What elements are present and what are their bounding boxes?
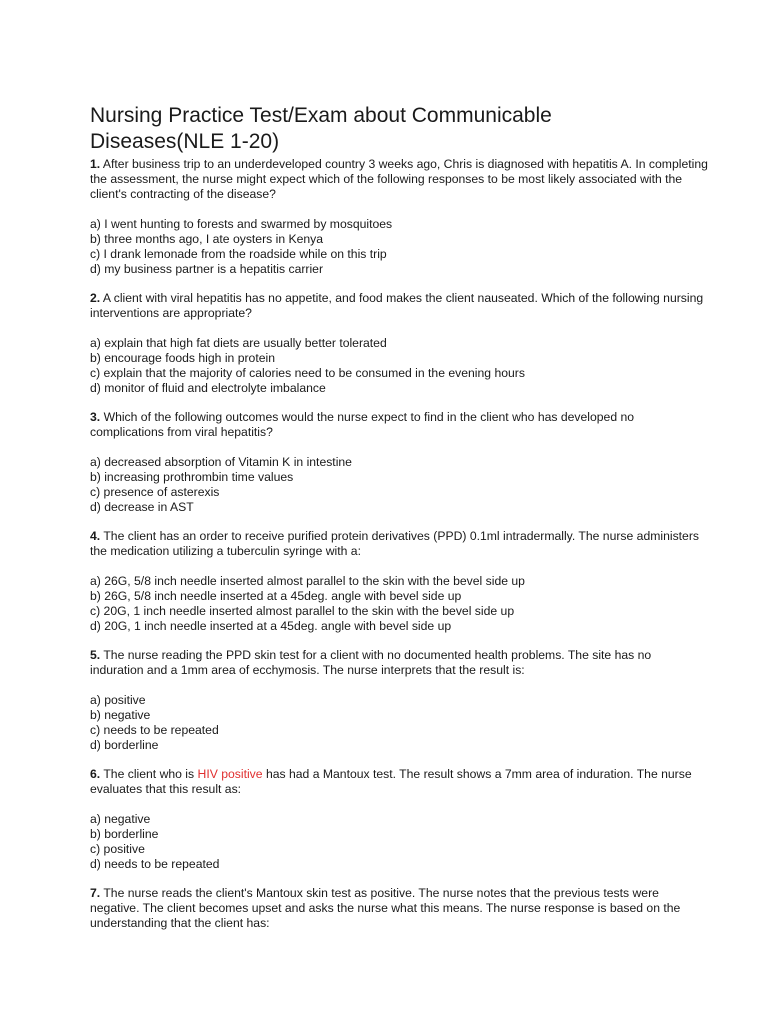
option-c: c) 20G, 1 inch needle inserted almost parallel to the skin with the bevel side up (90, 604, 515, 618)
question-4 (90, 529, 708, 634)
option-c: c) explain that the majority of calories need to be consumed in the evening hours (90, 366, 525, 380)
question-number: 4. (90, 529, 101, 543)
question-text: The client has an order to receive purified protein derivatives (PPD) 0.1ml intradermally. The nurse administers the medication utilizing a tuberculin syringe with a: (90, 529, 699, 558)
option-b: b) encourage foods high in protein (90, 351, 275, 365)
question-3 (90, 410, 708, 515)
answer-options (90, 336, 708, 396)
answer-options (90, 574, 708, 634)
option-b: b) borderline (90, 827, 159, 841)
question-text: The nurse reading the PPD skin test for a client with no documented health problems. The site has no induration and a 1mm area of ecchymosis. The nurse interprets that the result is: (90, 648, 652, 677)
question-number: 1. (90, 157, 101, 171)
option-a: a) I went hunting to forests and swarmed by mosquitoes (90, 217, 393, 231)
option-a: a) decreased absorption of Vitamin K in intestine (90, 455, 352, 469)
question-5 (90, 648, 708, 753)
answer-options (90, 455, 708, 515)
option-a: a) negative (90, 812, 151, 826)
question-2 (90, 291, 708, 396)
option-a: a) 26G, 5/8 inch needle inserted almost parallel to the skin with the bevel side up (90, 574, 525, 588)
option-d: d) 20G, 1 inch needle inserted at a 45deg. angle with bevel side up (90, 619, 452, 633)
question-text-before: The client who is (103, 767, 195, 781)
option-d: d) decrease in AST (90, 500, 194, 514)
question-7 (90, 886, 708, 931)
option-d: d) borderline (90, 738, 159, 752)
question-6 (90, 767, 708, 872)
option-b: b) negative (90, 708, 151, 722)
option-d: d) monitor of fluid and electrolyte imbalance (90, 381, 326, 395)
question-number: 2. (90, 291, 101, 305)
option-c: c) positive (90, 842, 145, 856)
question-text: The nurse reads the client's Mantoux skin test as positive. The nurse notes that the previous tests were negative. The client becomes upset and asks the nurse what this means. The nurse response is based on the understanding that the client has: (90, 886, 681, 930)
question-number: 5. (90, 648, 101, 662)
question-number: 3. (90, 410, 101, 424)
question-text: A client with viral hepatitis has no appetite, and food makes the client nauseated. Which of the following nursing interventions are appropriate? (90, 291, 704, 320)
option-b: b) three months ago, I ate oysters in Kenya (90, 232, 324, 246)
question-number: 6. (90, 767, 101, 781)
title-line-2: Diseases(NLE 1-20) (90, 130, 280, 153)
page-title (90, 103, 708, 155)
option-c: c) needs to be repeated (90, 723, 219, 737)
option-c: c) I drank lemonade from the roadside while on this trip (90, 247, 387, 261)
hiv-positive-link[interactable]: HIV positive (197, 767, 263, 781)
answer-options (90, 693, 708, 753)
option-b: b) 26G, 5/8 inch needle inserted at a 45deg. angle with bevel side up (90, 589, 462, 603)
option-a: a) explain that high fat diets are usually better tolerated (90, 336, 387, 350)
question-number: 7. (90, 886, 101, 900)
question-text-after: has had a Mantoux test. The result shows a 7mm area of induration. The nurse evaluates that this result as: (90, 767, 692, 796)
option-d: d) needs to be repeated (90, 857, 220, 871)
option-a: a) positive (90, 693, 146, 707)
option-d: d) my business partner is a hepatitis carrier (90, 262, 324, 276)
answer-options (90, 217, 708, 277)
title-line-1: Nursing Practice Test/Exam about Communicable (90, 104, 552, 127)
question-1 (90, 157, 708, 277)
question-text: Which of the following outcomes would the nurse expect to find in the client who has developed no complications from viral hepatitis? (90, 410, 635, 439)
question-text: After business trip to an underdeveloped country 3 weeks ago, Chris is diagnosed with hepatitis A. In completing the assessment, the nurse might expect which of the following responses to be most likely associated with the client's contracting of the disease? (90, 157, 708, 201)
option-c: c) presence of asterexis (90, 485, 220, 499)
option-b: b) increasing prothrombin time values (90, 470, 294, 484)
answer-options (90, 812, 708, 872)
